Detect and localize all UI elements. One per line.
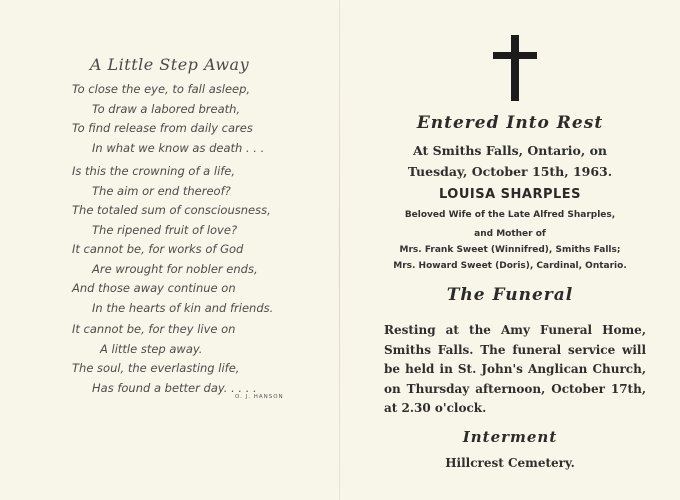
poem-line: To draw a labored breath, — [92, 101, 241, 116]
poem-stanza-3 — [72, 240, 332, 318]
entered-into-rest-heading: Entered Into Rest — [416, 113, 604, 133]
latin-cross-icon — [493, 35, 537, 101]
poem-panel — [0, 0, 339, 500]
child-line-2: Mrs. Howard Sweet (Doris), Cardinal, Ontario. — [393, 261, 627, 271]
poem-line: Are wrought for nobler ends, — [92, 261, 258, 276]
place-line: At Smiths Falls, Ontario, on — [412, 143, 608, 158]
poem-line: Has found a better day. . . . . — [92, 380, 257, 395]
poem-line: To find release from daily cares — [72, 121, 253, 135]
poem-line: The soul, the everlasting life, — [72, 361, 240, 375]
poem-line: Is this the crowning of a life, — [72, 164, 236, 178]
poem-line: It cannot be, for works of God — [72, 242, 244, 256]
poem-title: A Little Step Away — [89, 55, 250, 74]
deceased-name: LOUISA SHARPLES — [438, 187, 582, 202]
poem-author: O. J. HANSON — [235, 394, 284, 400]
poem-line: To close the eye, to fall asleep, — [72, 82, 251, 96]
poem-stanza-4 — [72, 320, 332, 398]
cemetery-name: Hillcrest Cemetery. — [445, 456, 575, 470]
poem-line: And those away continue on — [72, 281, 236, 295]
poem-line: The aim or end thereof? — [92, 183, 231, 198]
notice-panel — [340, 0, 680, 500]
poem-stanza-1 — [72, 80, 332, 158]
poem-line: A little step away. — [100, 341, 203, 356]
poem-stanza-2 — [72, 162, 332, 240]
funeral-details: Resting at the Amy Funeral Home, Smiths Falls. The funeral service will be held in St. John's Anglican Church, on Thursday afternoon, October 17th, at 2.30 o'clock. — [384, 323, 646, 415]
poem-line: The ripened fruit of love? — [92, 222, 238, 237]
funeral-heading: The Funeral — [446, 285, 574, 305]
poem-line: In the hearts of kin and friends. — [92, 300, 274, 315]
poem-line: In what we know as death . . . — [92, 140, 265, 155]
date-line: Tuesday, October 15th, 1963. — [407, 164, 613, 179]
wife-line: Beloved Wife of the Late Alfred Sharples, — [404, 210, 616, 220]
poem-line: The totaled sum of consciousness, — [72, 203, 271, 217]
poem-line: It cannot be, for they live on — [72, 322, 236, 336]
interment-heading: Interment — [462, 428, 558, 446]
child-line-1: Mrs. Frank Sweet (Winnifred), Smiths Falls; — [399, 245, 621, 255]
mother-line: and Mother of — [474, 229, 546, 239]
